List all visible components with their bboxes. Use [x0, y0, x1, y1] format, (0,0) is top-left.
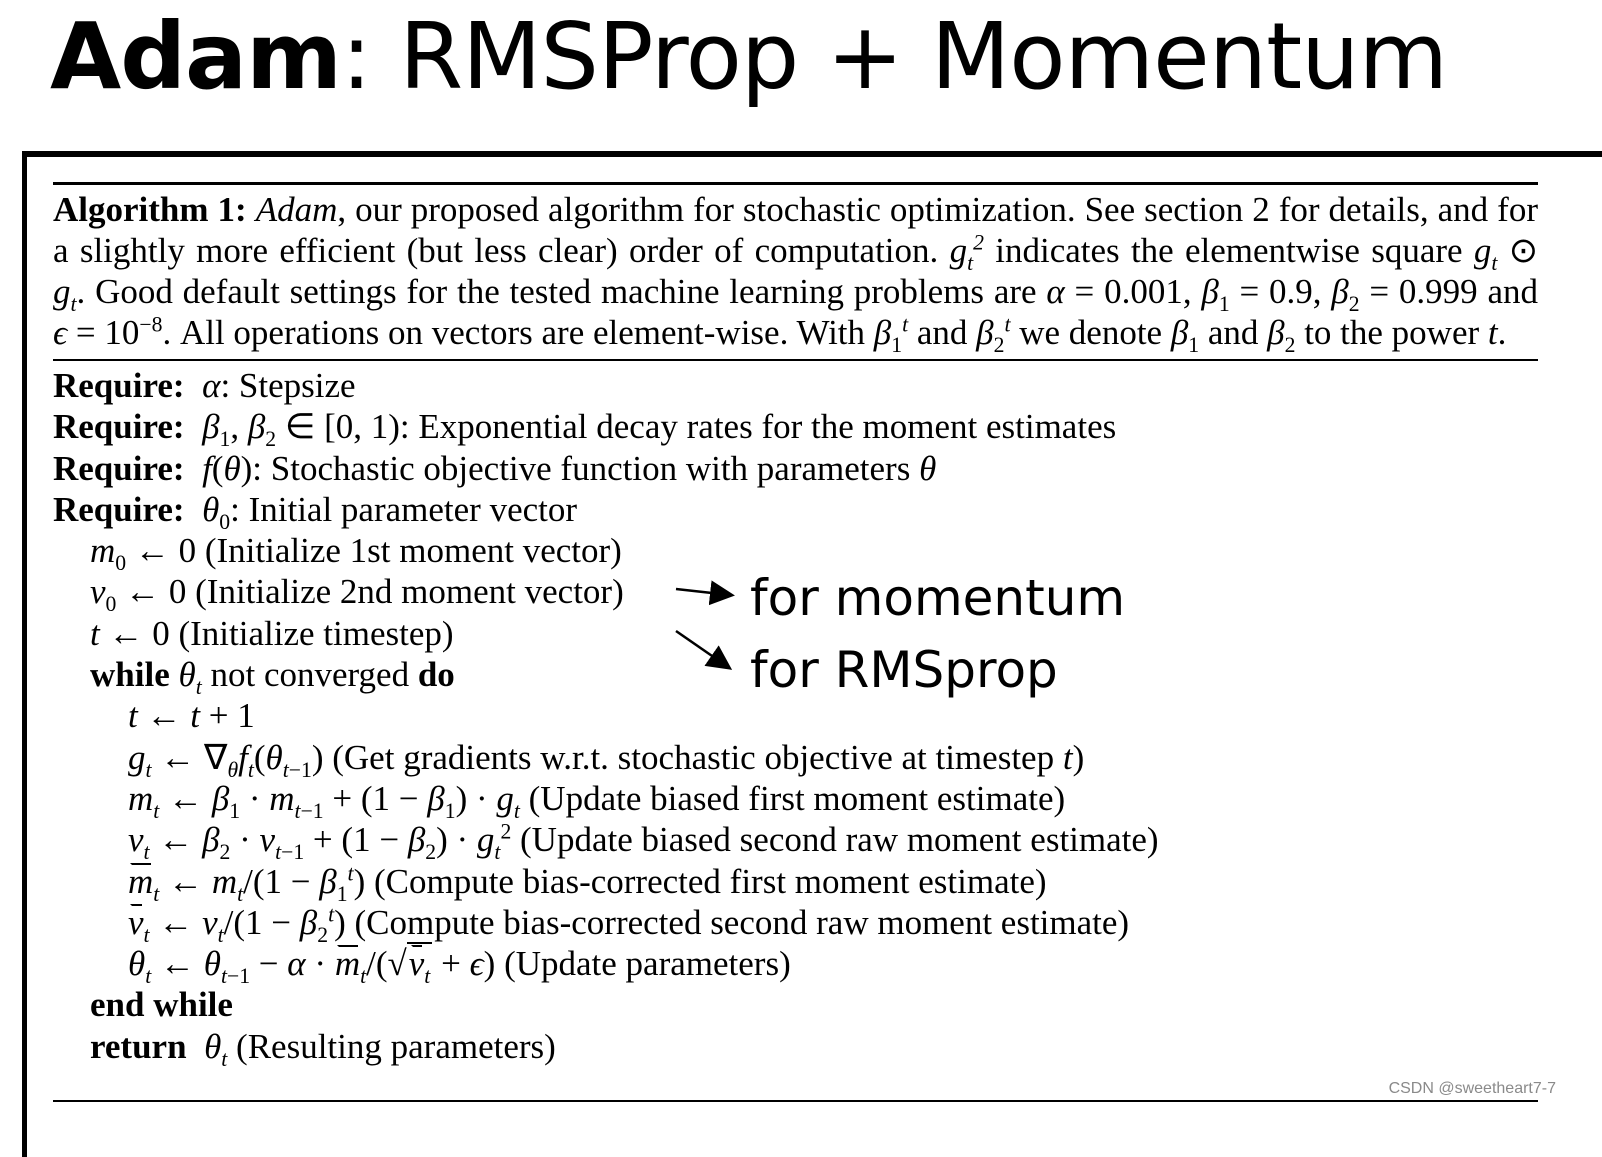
middle-rule [53, 359, 1538, 361]
step-bias-correct-v: $v_t$ ← $v_t/(1 - \beta_2^t)$ (Compute bias-corrected second raw moment estimate) [128, 902, 1130, 947]
require-decay: Require: $\beta_1$, $\beta_2$ ∈ [0, 1): Exponential decay rates for the moment estimates [53, 407, 1117, 452]
step-bias-correct-m: $m_t$ ← $m_t/(1 - \beta_1^t)$ (Compute bias-corrected first moment estimate) [128, 860, 1047, 906]
require-objective: Require: f(θ): Stochastic objective function with parameters θ [53, 448, 937, 488]
step-second-moment: $v_t$ ← $\beta_2 \cdot v_{t-1} + (1 - \beta_2) \cdot g_t^2$ (Update biased second raw moment estimate) [128, 819, 1159, 865]
caption-text-5: and [916, 313, 968, 352]
title-rest: : RMSProp + Momentum [341, 3, 1448, 110]
caption-text-7: and [1207, 313, 1259, 352]
init-v0: $v_0$ ← 0 (Initialize 2nd moment vector) [90, 572, 624, 617]
caption-text-1: , our proposed algorithm for stochastic optimization. See section 2 for details, and for a slightly more efficient (but less clear) order of computation. [53, 190, 1538, 270]
caption-text-2: indicates the elementwise square [995, 231, 1463, 270]
annotation-rmsprop: for RMSprop [750, 641, 1058, 699]
require-initial: Require: $\theta_0$: Initial parameter vector [53, 489, 578, 534]
step-update-params: $\theta_t$ ← $\theta_{t-1} - \alpha \cdot m_t/(√v_t + \epsilon)$ (Update parameters) [128, 944, 791, 989]
init-t: t ← 0 (Initialize timestep) [90, 613, 454, 653]
while-line: while $\theta_t$ not converged do [90, 655, 455, 700]
require-stepsize: Require: α: Stepsize [53, 366, 356, 405]
end-while: end while [90, 985, 233, 1025]
arrow-rmsprop [676, 631, 728, 667]
slide-title [50, 2, 1447, 112]
caption-text-8: to the power [1304, 313, 1480, 352]
bottom-rule [53, 1100, 1538, 1102]
watermark: CSDN @sweetheart7-7 [1388, 1080, 1556, 1097]
top-rule [53, 182, 1538, 185]
arrow-momentum [676, 589, 730, 595]
step-increment: t ← t + 1 [128, 696, 255, 736]
caption-text-3: . Good default settings for the tested machine learning problems are [76, 272, 1037, 311]
return-line: return $\theta_t$ (Resulting parameters) [90, 1026, 556, 1071]
caption-text-6: we denote [1019, 313, 1163, 352]
step-first-moment: $m_t$ ← $\beta_1 \cdot m_{t-1} + (1 - \beta_1) \cdot g_t$ (Update biased first moment estimate) [128, 778, 1066, 823]
annotation-momentum: for momentum [750, 569, 1126, 627]
step-gradient: $g_t$ ← $\nabla_\theta f_t(\theta_{t-1})$ (Get gradients w.r.t. stochastic objective at timestep t) [128, 737, 1085, 782]
algorithm-caption: Algorithm 1: Adam, our proposed algorithm for stochastic optimization. See section 2 for details, and for a slightly more efficient (but less clear) order of computation. $g_t^2$ indicates the elementwise square $g_t$ ⊙ $g_t$. Good default settings for the tested machine learning problems are α = 0.001, $\beta_1 = 0.9$, $\beta_2 = 0.999$ and $\epsilon = 10^{-8}$. All operations on vectors are element-wise. With $\beta_1^t$ and $\beta_2^t$ we denote $\beta_1$ and $\beta_2$ to the power t. [53, 190, 1539, 357]
annotation-arrows [672, 575, 742, 685]
caption-label: Algorithm 1: [53, 190, 247, 229]
init-m0: $m_0$ ← 0 (Initialize 1st moment vector) [90, 531, 622, 576]
caption-name: Adam [255, 190, 338, 229]
title-bold: Adam [50, 3, 342, 110]
caption-text-4: All operations on vectors are element-wise. With [179, 313, 866, 352]
